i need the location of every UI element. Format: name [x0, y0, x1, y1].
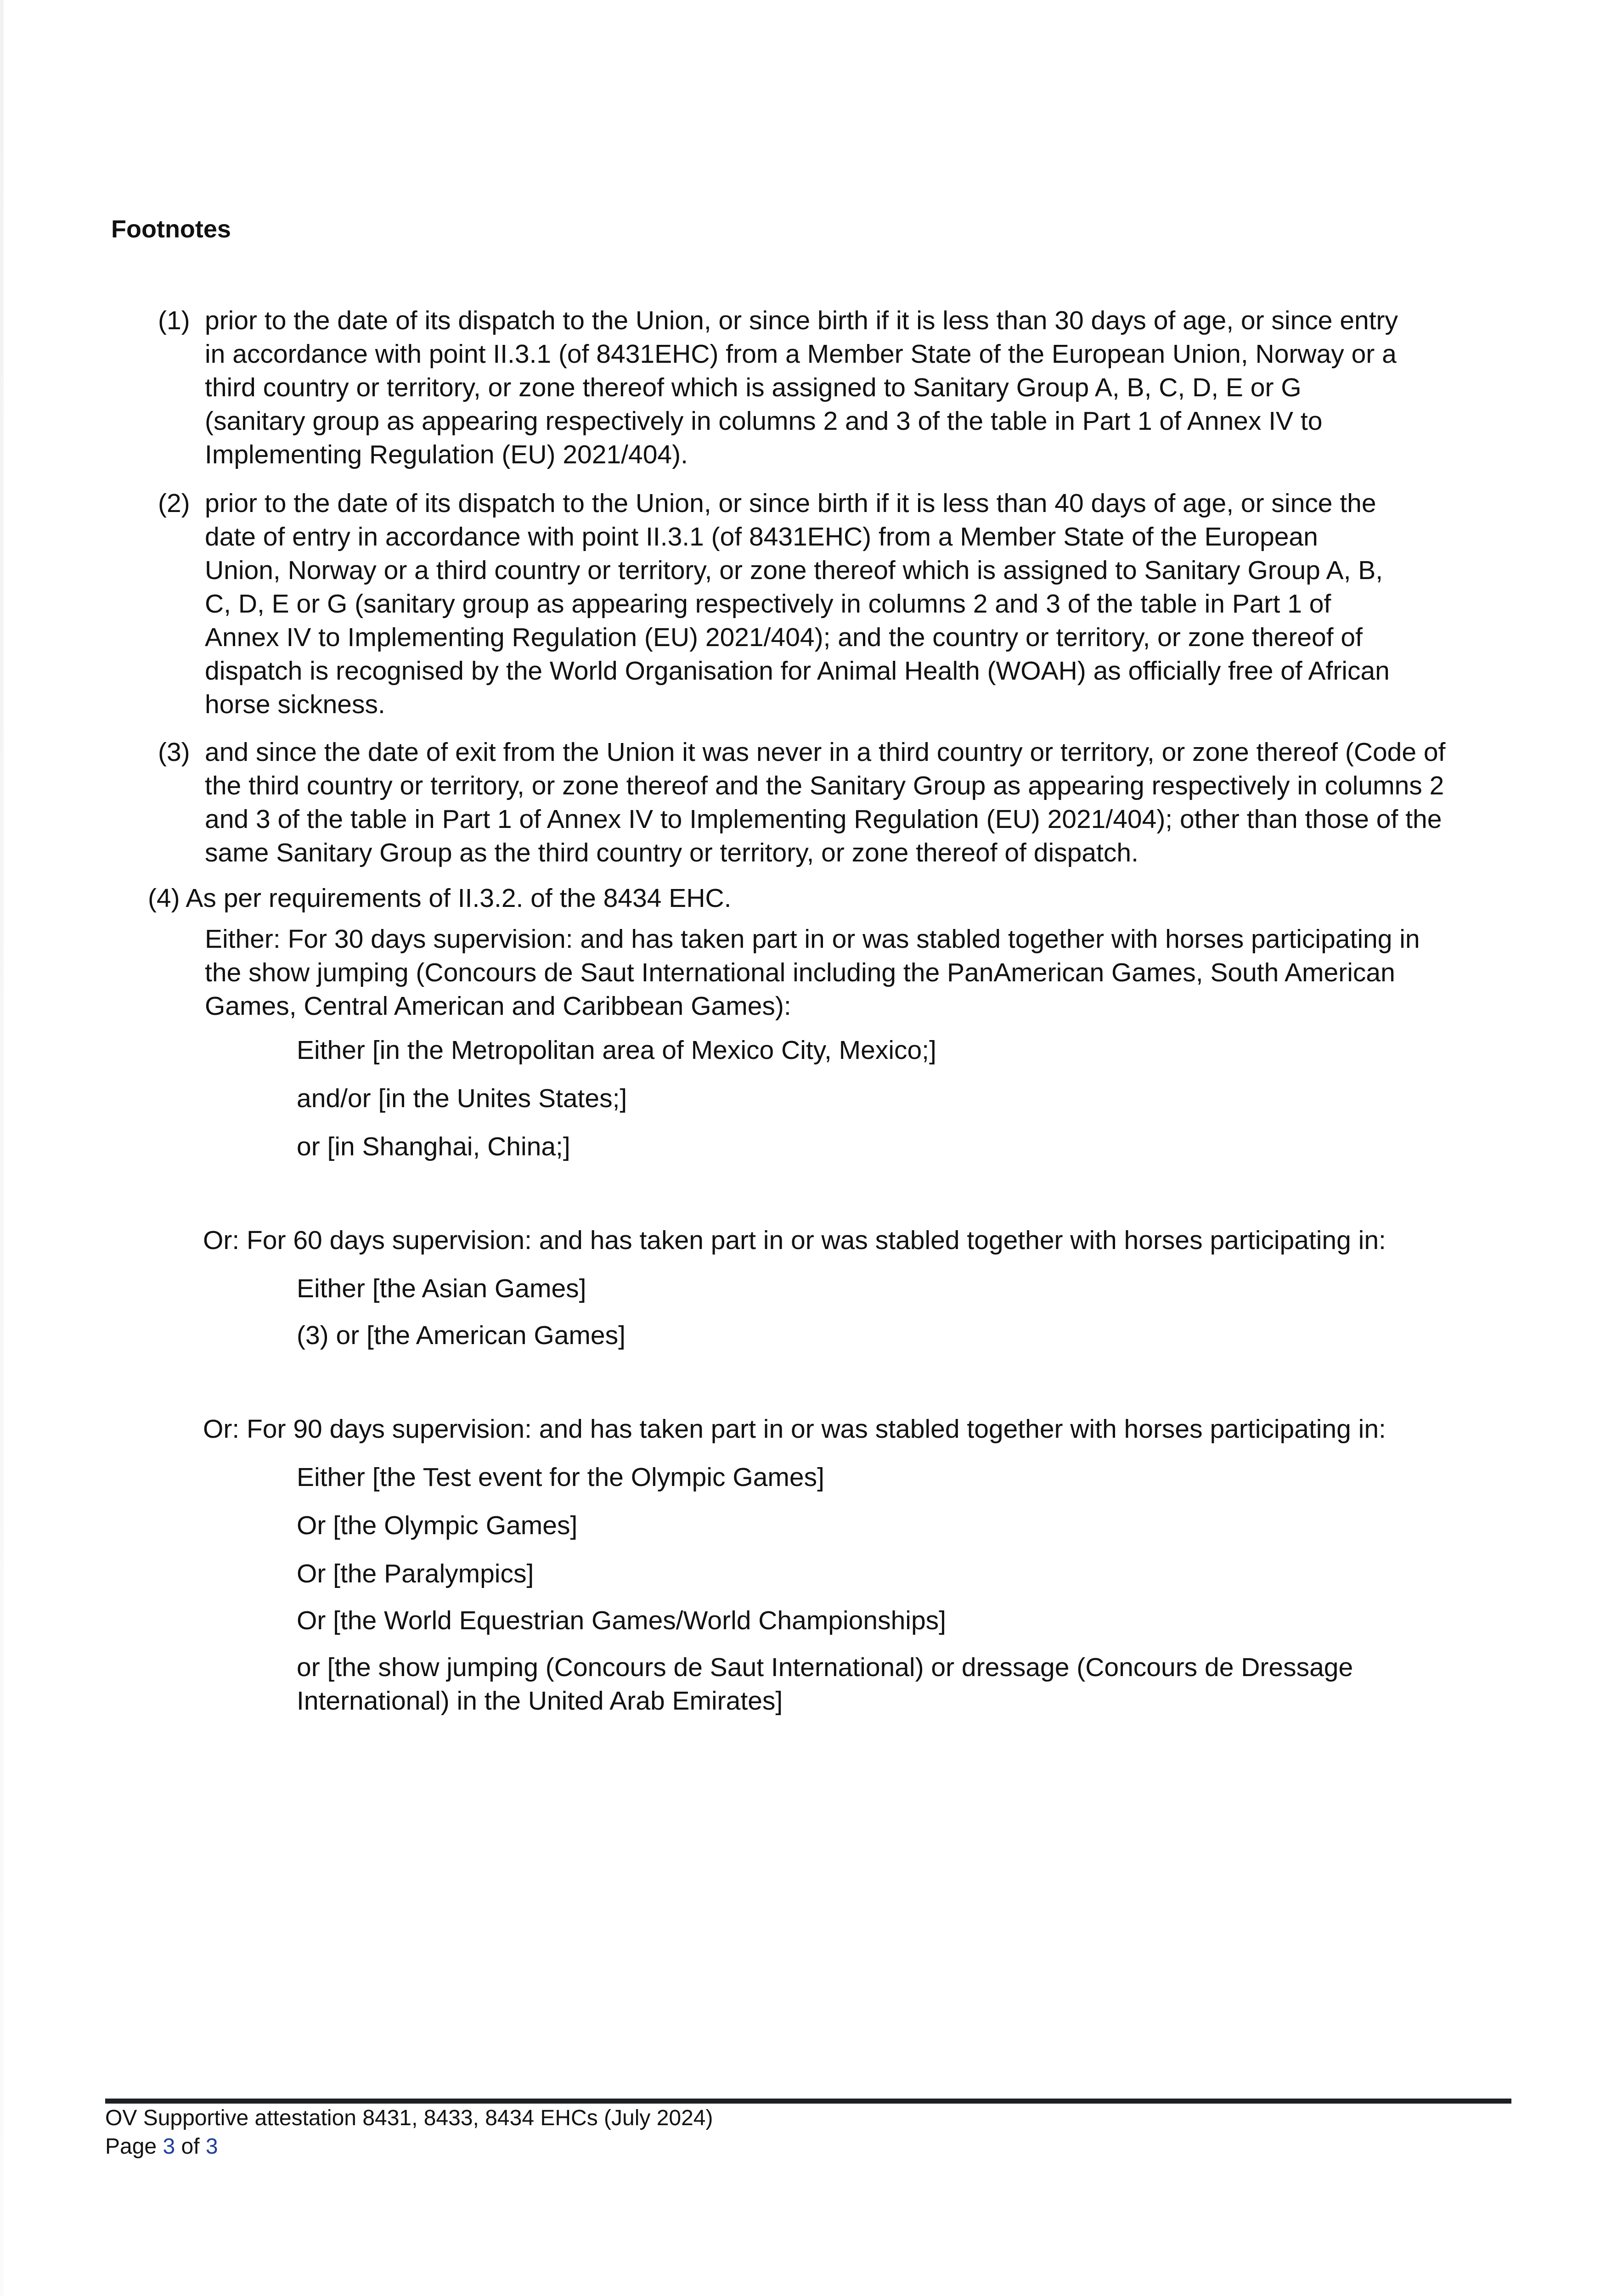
text-line: prior to the date of its dispatch to the Union, or since birth if it is less than 30 days of age, or since entry: [205, 306, 1398, 335]
text-line: or [the show jumping (Concours de Saut International) or dressage (Concours de Dressage: [297, 1653, 1353, 1682]
page-prefix: Page: [105, 2134, 157, 2159]
text-line: in accordance with point II.3.1 (of 8431EHC) from a Member State of the European Union, Norway or a: [205, 339, 1397, 369]
option-30-choice: and/or [in the Unites States;]: [297, 1084, 627, 1113]
option-30-choice: or [in Shanghai, China;]: [297, 1132, 570, 1161]
option-90-choice: Or [the Olympic Games]: [297, 1511, 578, 1540]
page-current: 3: [163, 2134, 175, 2159]
page-of: of: [181, 2134, 200, 2159]
option-30-choice: Either [in the Metropolitan area of Mexico City, Mexico;]: [297, 1035, 936, 1065]
page-total: 3: [205, 2134, 218, 2159]
text-line: the show jumping (Concours de Saut International including the PanAmerican Games, South American: [205, 958, 1395, 987]
text-line: Games, Central American and Caribbean Games):: [205, 991, 791, 1021]
footer-document-title: OV Supportive attestation 8431, 8433, 8434 EHCs (July 2024): [105, 2106, 713, 2130]
text-line: prior to the date of its dispatch to the Union, or since birth if it is less than 40 days of age, or since the: [205, 489, 1376, 518]
footnotes-heading: Footnotes: [111, 215, 231, 243]
text-line: Annex IV to Implementing Regulation (EU) 2021/404); and the country or territory, or zone thereof of: [205, 623, 1363, 652]
text-line: (sanitary group as appearing respectively in columns 2 and 3 of the table in Part 1 of Annex IV to: [205, 406, 1323, 436]
text-line: Implementing Regulation (EU) 2021/404).: [205, 440, 688, 469]
option-60-days-intro: Or: For 60 days supervision: and has taken part in or was stabled together with horses participating in:: [203, 1226, 1386, 1255]
footer-divider: [105, 2099, 1511, 2104]
option-60-choice: Either [the Asian Games]: [297, 1274, 586, 1303]
footnote-3-label: (3): [158, 737, 190, 767]
footnote-1-text: [205, 304, 1398, 472]
text-line: Either: For 30 days supervision: and has taken part in or was stabled together with horses participating in: [205, 924, 1420, 954]
text-line: horse sickness.: [205, 690, 385, 719]
text-line: International) in the United Arab Emirates]: [297, 1686, 783, 1716]
option-90-choice: Or [the World Equestrian Games/World Championships]: [297, 1606, 946, 1635]
text-line: third country or territory, or zone thereof which is assigned to Sanitary Group A, B, C, D, E or G: [205, 373, 1302, 402]
text-line: the third country or territory, or zone thereof and the Sanitary Group as appearing respectively in columns 2: [205, 771, 1444, 800]
footnote-3-text: [205, 736, 1445, 870]
footnote-1-label: (1): [158, 306, 190, 335]
footnote-2-text: [205, 487, 1390, 721]
option-90-choice: Either [the Test event for the Olympic Games]: [297, 1463, 824, 1492]
footnote-2-label: (2): [158, 489, 190, 518]
text-line: C, D, E or G (sanitary group as appearing respectively in columns 2 and 3 of the table in Part 1 of: [205, 589, 1331, 619]
text-line: same Sanitary Group as the third country or territory, or zone thereof of dispatch.: [205, 838, 1138, 867]
option-30-days-intro: [205, 923, 1420, 1023]
option-90-choice-last: [297, 1651, 1353, 1718]
text-line: date of entry in accordance with point II.3.1 (of 8431EHC) from a Member State of the European: [205, 522, 1318, 551]
text-line: Union, Norway or a third country or territory, or zone thereof which is assigned to Sanitary Group A, B,: [205, 556, 1383, 585]
footnote-4-heading: (4) As per requirements of II.3.2. of the 8434 EHC.: [148, 884, 732, 913]
text-line: dispatch is recognised by the World Organisation for Animal Health (WOAH) as officially free of African: [205, 656, 1390, 686]
page-footer: [105, 2104, 713, 2161]
text-line: and 3 of the table in Part 1 of Annex IV to Implementing Regulation (EU) 2021/404); other than those of the: [205, 805, 1442, 834]
option-60-choice: (3) or [the American Games]: [297, 1321, 626, 1350]
page-number: [105, 2133, 713, 2161]
option-90-days-intro: Or: For 90 days supervision: and has taken part in or was stabled together with horses participating in:: [203, 1414, 1386, 1444]
option-90-choice: Or [the Paralympics]: [297, 1559, 534, 1588]
scan-edge: [0, 0, 4, 2296]
text-line: and since the date of exit from the Union it was never in a third country or territory, or zone thereof (Code of: [205, 737, 1446, 767]
